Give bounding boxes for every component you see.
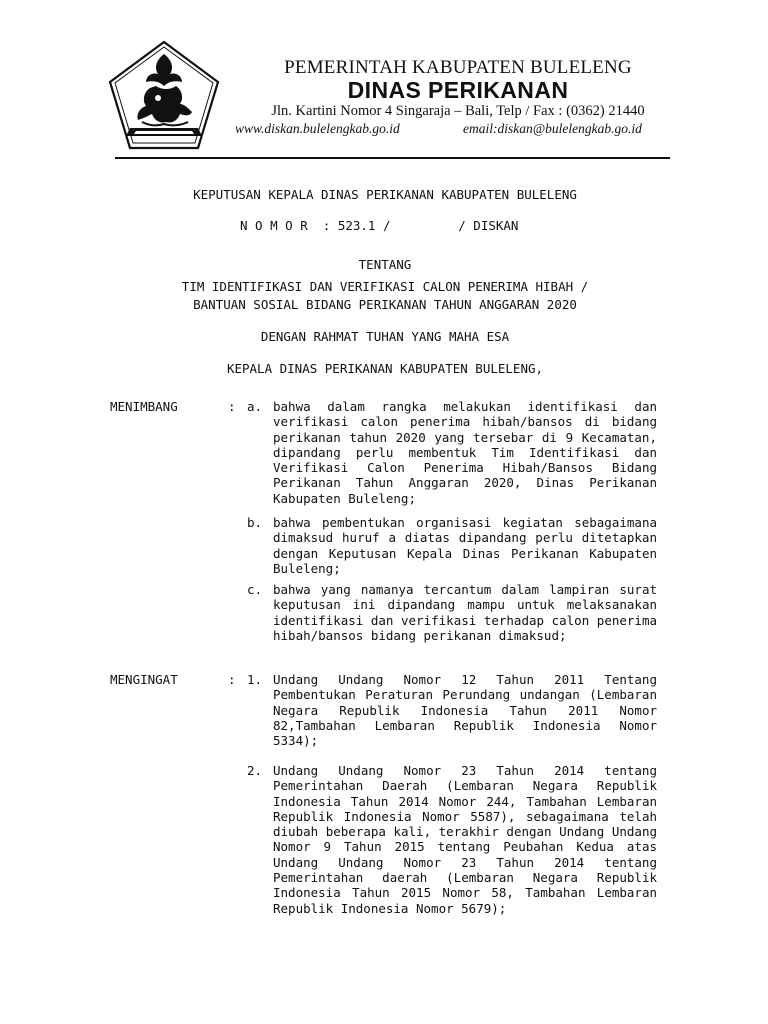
decree-about-label: TENTANG bbox=[358, 257, 412, 272]
mengingat-item-1-marker: 1. bbox=[246, 672, 262, 687]
decree-title: KEPUTUSAN KEPALA DINAS PERIKANAN KABUPATEN BULELENG bbox=[193, 187, 577, 202]
menimbang-item-c-marker: c. bbox=[246, 582, 262, 597]
mengingat-item-2-marker: 2. bbox=[246, 763, 262, 778]
decree-subject-line-1: TIM IDENTIFIKASI DAN VERIFIKASI CALON PENERIMA HIBAH / bbox=[181, 279, 589, 294]
menimbang-item-b-marker: b. bbox=[246, 515, 262, 530]
menimbang-colon: : bbox=[228, 399, 236, 414]
menimbang-item-b-text: bahwa pembentukan organisasi kegiatan sebagaimana dimaksud huruf a diatas dipandang perlu ditetapkan dengan Keputusan Kepala Dinas Perikanan Kabupaten Buleleng; bbox=[273, 515, 657, 576]
decree-subject-line-2: BANTUAN SOSIAL BIDANG PERIKANAN TAHUN ANGGARAN 2020 bbox=[193, 297, 577, 312]
letterhead-divider bbox=[115, 157, 670, 159]
letterhead-email: email:diskan@bulelengkab.go.id bbox=[463, 121, 642, 136]
menimbang-label: MENIMBANG bbox=[110, 399, 178, 414]
mengingat-label: MENGINGAT bbox=[110, 672, 178, 687]
letterhead-government: PEMERINTAH KABUPATEN BULELENG bbox=[284, 57, 632, 78]
letterhead-address: Jln. Kartini Nomor 4 Singaraja – Bali, Telp / Fax : (0362) 21440 bbox=[271, 103, 645, 119]
menimbang-item-c-text: bahwa yang namanya tercantum dalam lampiran surat keputusan ini dipandang mampu untuk melaksanakan identifikasi dan verifikasi terhadap calon penerima hibah/bansos bidang perikanan dimaksud; bbox=[273, 582, 657, 643]
letterhead-website: www.diskan.bulelengkab.go.id bbox=[235, 121, 400, 136]
letterhead-department: DINAS PERIKANAN bbox=[347, 77, 569, 103]
decree-authority: KEPALA DINAS PERIKANAN KABUPATEN BULELENG, bbox=[226, 361, 544, 376]
mengingat-item-1-text: Undang Undang Nomor 12 Tahun 2011 Tentang Pembentukan Peraturan Perundang undangan (Lembaran Negara Republik Indonesia Tahun 2011 Nomor 82,Tambahan Lembaran Republik Indonesia Nomor 5334); bbox=[273, 672, 657, 749]
menimbang-item-a-text: bahwa dalam rangka melakukan identifikasi dan verifikasi calon penerima hibah/bansos di bidang perikanan tahun 2020 yang tersebar di 9 Kecamatan, dipandang perlu membentuk Tim Identifikasi dan Verifikasi Calon Penerima Hibah/Bansos Bidang Perikanan Tahun Anggaran 2020, Dinas Perikanan Kabupaten Buleleng; bbox=[273, 399, 657, 506]
decree-number: N O M O R : 523.1 / / DISKAN bbox=[240, 218, 519, 233]
mengingat-colon: : bbox=[228, 672, 236, 687]
buleleng-regency-emblem-icon bbox=[106, 38, 222, 154]
menimbang-item-a-marker: a. bbox=[246, 399, 262, 414]
mengingat-item-2-text: Undang Undang Nomor 23 Tahun 2014 tentang Pemerintahan Daerah (Lembaran Negara Republik Indonesia Tahun 2014 Nomor 244, Tambahan Lembaran Republik Indonesia Nomor 5587), sebagaimana telah diubah beberapa kali, terakhir dengan Undang Undang Nomor 9 Tahun 2015 tentang Peubahan Kedua atas Undang Undang Nomor 23 Tahun 2014 tentang Pemerintahan daerah (Lembaran Negara Republik Indonesia Tahun 2015 Nomor 58, Tambahan Lembaran Republik Indonesia Nomor 5679); bbox=[273, 763, 657, 916]
decree-invocation: DENGAN RAHMAT TUHAN YANG MAHA ESA bbox=[260, 329, 510, 344]
